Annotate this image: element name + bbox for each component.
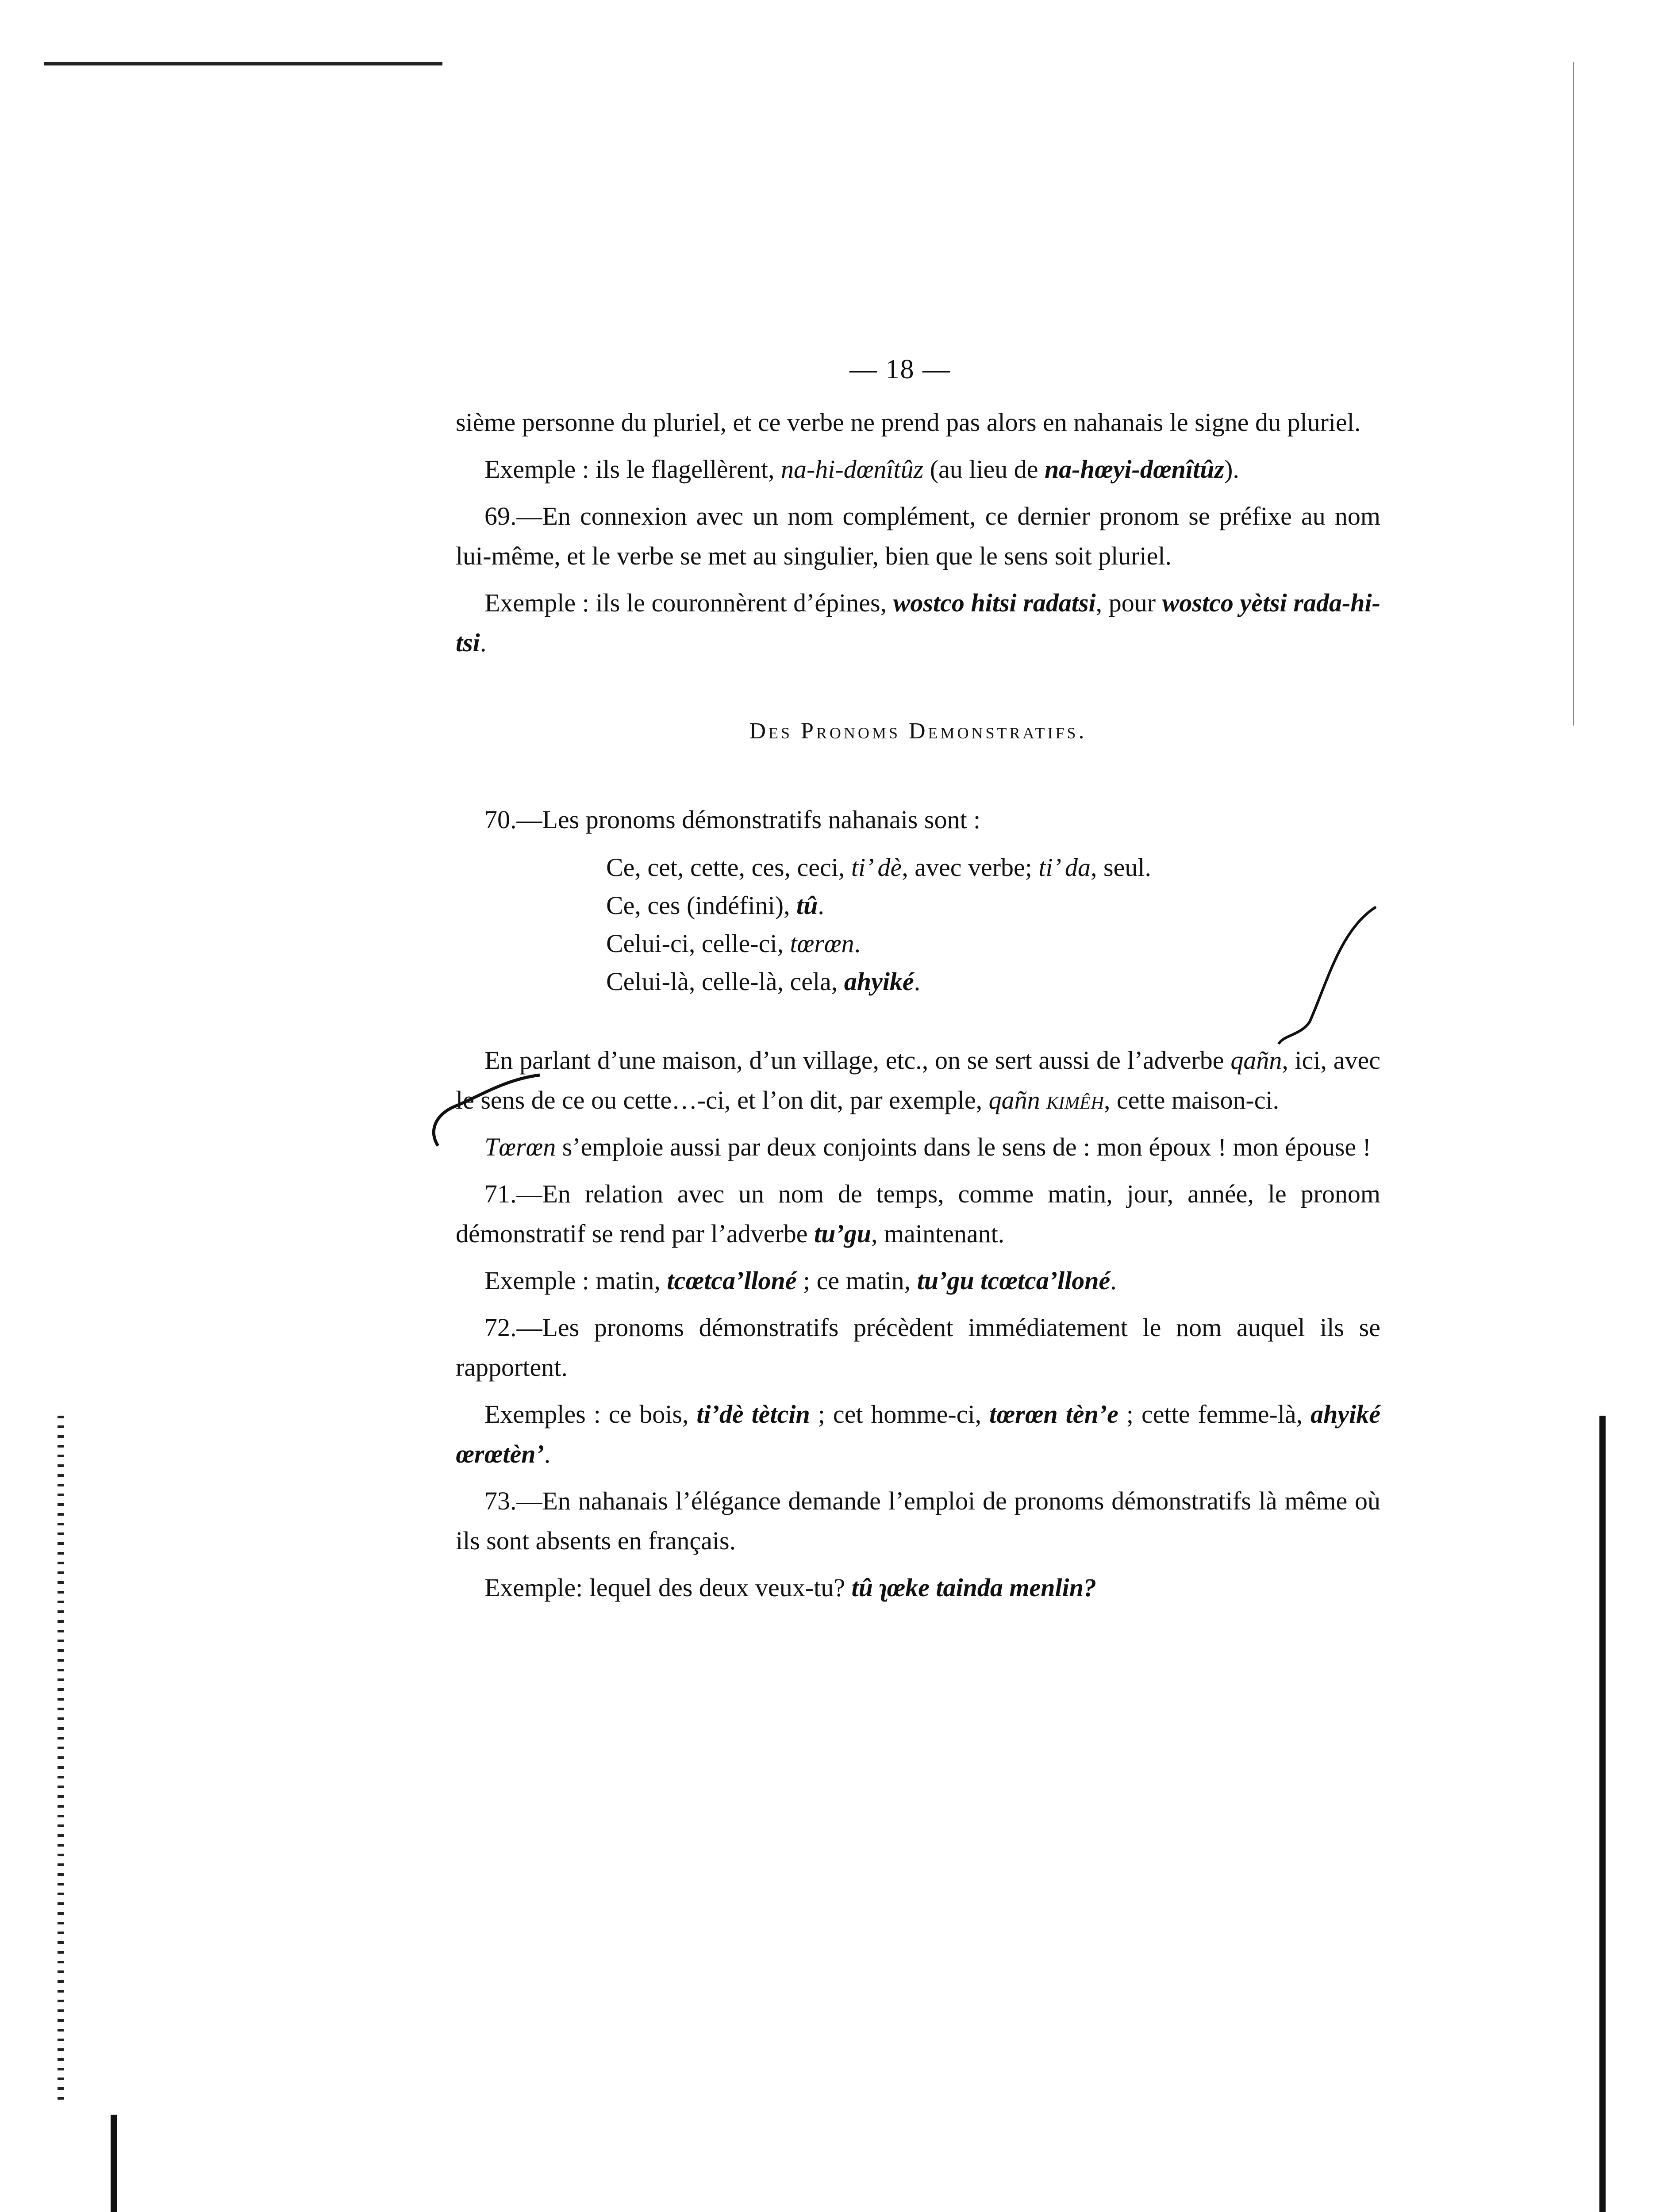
paragraph-70: 70.—Les pronoms démonstratifs nahanais sont : [484,805,981,834]
nahanais-term: ti’dè tètcin [696,1400,810,1429]
list-item [606,849,1380,887]
nahanais-term: kimêh [1046,1086,1104,1114]
nahanais-term: tcœtca’lloné [667,1266,797,1295]
nahanais-term: ti’ da [1038,853,1091,882]
paragraph-text: s’emploie aussi par deux conjoints dans le sens de : mon époux ! mon épouse ! [556,1133,1371,1161]
paragraph-text: sième personne du pluriel, et ce verbe ne prend pas alors en nahanais le signe du pluriel. [456,408,1361,437]
example-text: . [544,1440,551,1468]
paragraph-71 [456,1174,1380,1254]
paragraph-adverb [456,1041,1380,1120]
paragraph-toeroen [456,1127,1380,1167]
list-text: , seul. [1091,853,1151,882]
paragraph-continuation [456,403,1380,442]
paragraph-69: 69.—En connexion avec un nom complément, ce dernier pronom se préfixe au nom lui-même, et le verbe se met au singulier, bien que le sens soit pluriel. [456,502,1380,570]
paragraph-example [456,1568,1380,1608]
example-lead: Exemple : ils le couronnèrent d’épines, [484,588,893,617]
scan-artifact-right-thin [1573,62,1574,726]
nahanais-term: ti’ dè [851,853,902,882]
scan-artifact-top [44,62,442,65]
list-text: Celui-ci, celle-ci, [606,929,790,958]
paragraph-72: 72.—Les pronoms démonstratifs précèdent immédiatement le nom auquel ils se rapportent. [456,1313,1380,1382]
example-text: ). [1224,455,1239,484]
paragraph-example [456,449,1380,489]
pronoun-list [606,849,1380,1001]
example-text: ; cet homme-ci, [810,1400,990,1429]
nahanais-term: qañn [988,1086,1040,1114]
example-text: . [480,628,487,657]
scan-artifact-bottom-left [111,2115,117,2212]
paragraph-example [456,1261,1380,1301]
paragraph-text [1040,1086,1047,1114]
scan-artifact-left-margin [58,1416,64,2101]
nahanais-term: tû [796,891,818,920]
nahanais-term: ahyiké [844,967,914,996]
example-text: ; cette femme-là, [1118,1400,1311,1429]
nahanais-term: tu’gu tcœtca’lloné [917,1266,1111,1295]
list-text: Celui-là, celle-là, cela, [606,967,844,996]
list-item [606,887,1380,925]
nahanais-term: tu’gu [814,1219,871,1248]
list-text: . [914,967,921,996]
example-text: , pour [1095,588,1162,617]
nahanais-term: Tœrœn [484,1133,556,1161]
page-number: — 18 — [849,354,951,384]
list-text: Ce, ces (indéfini), [606,891,797,920]
list-item [606,925,1380,963]
example-lead: Exemple : ils le flagellèrent, [484,455,781,484]
nahanais-term: wostco hitsi radatsi [893,588,1096,617]
nahanais-term: qañn [1230,1046,1282,1075]
example-lead: Exemple : matin, [484,1266,667,1295]
list-text: , avec verbe; [902,853,1039,882]
example-text: ; ce matin, [796,1266,917,1295]
nahanais-term: tû ʅœke tainda menlin? [851,1573,1097,1602]
paragraph-text: , cette maison-ci. [1103,1086,1280,1114]
example-text: . [1110,1266,1117,1295]
paragraph-text: , ici, avec le sens de ce ou cette…-ci, et l’on dit, par exemple, [456,1046,1381,1114]
nahanais-term: na-hœyi-dœnîtûz [1045,455,1225,484]
example-lead: Exemple: lequel des deux veux-tu? [484,1573,852,1602]
paragraph-text: 71.—En relation avec un nom de temps, comme matin, jour, année, le pronom démonstratif se rend par l’adverbe [456,1179,1380,1248]
list-text: Ce, cet, cette, ces, ceci, [606,853,851,882]
paragraph-text: , maintenant. [871,1219,1005,1248]
nahanais-term: tœrœn [790,929,854,958]
paragraph-example [456,583,1380,663]
section-heading: Des Pronoms Demonstratifs. [749,718,1087,744]
scan-artifact-right-bar [1599,1416,1606,2212]
paragraph-text: En parlant d’une maison, d’un village, etc., on se sert aussi de l’adverbe [484,1046,1231,1075]
example-lead: Exemples : ce bois, [484,1400,697,1429]
paragraph-73: 73.—En nahanais l’élégance demande l’emploi de pronoms démonstratifs là même où ils sont absents en français. [456,1486,1380,1555]
paragraph-examples [456,1394,1380,1474]
list-item [606,963,1380,1001]
nahanais-term: tœrœn tèn’e [989,1400,1118,1429]
list-text: . [818,891,824,920]
nahanais-term: na-hi-dœnîtûz [780,455,924,484]
nahanais-term: wostco yètsi rada-hi-tsi [456,588,1380,657]
nahanais-term: ahyiké œrœtèn’ [456,1400,1380,1468]
document-body [456,403,1380,1615]
example-text: (au lieu de [923,455,1045,484]
list-text: . [854,929,861,958]
